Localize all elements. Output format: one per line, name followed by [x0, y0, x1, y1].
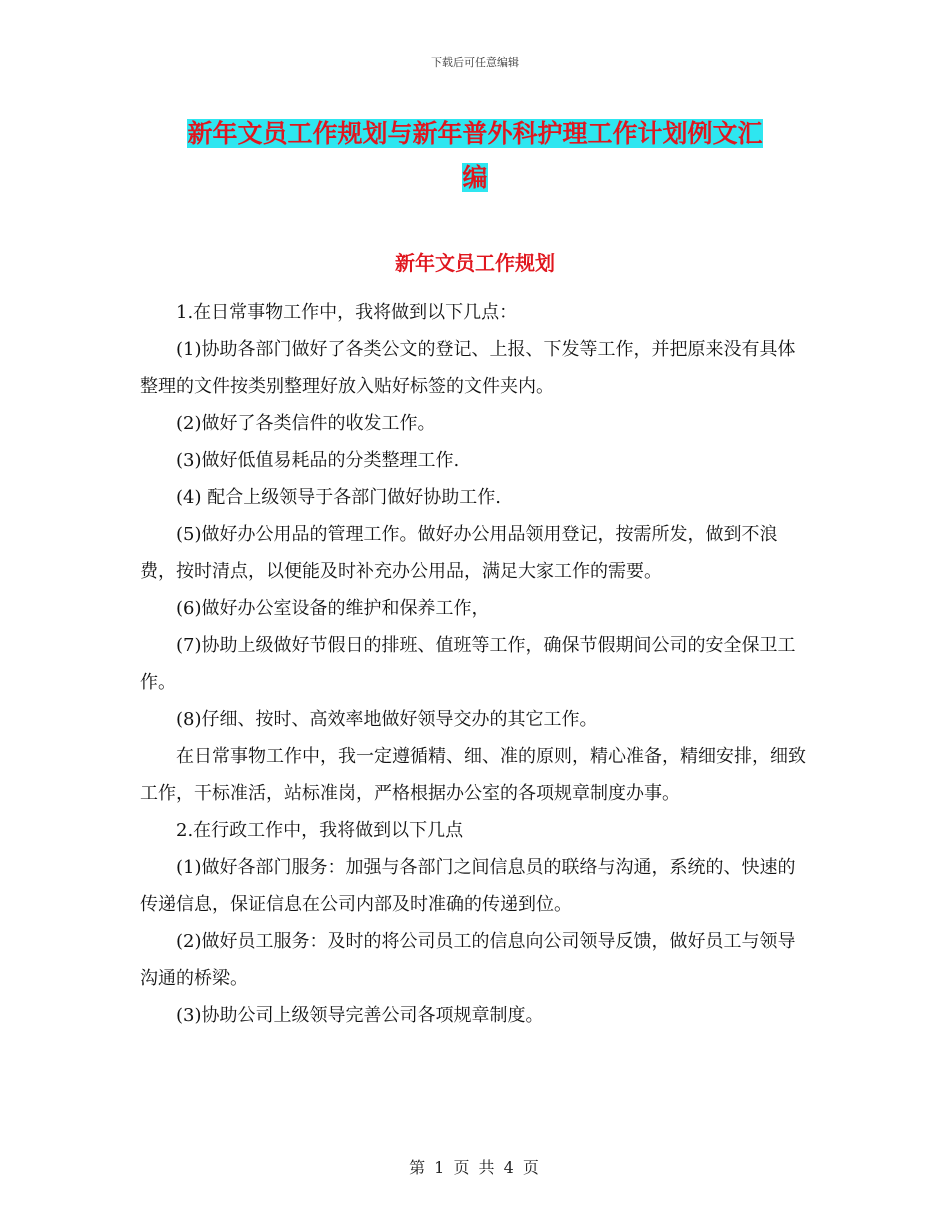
- paragraph: (3)协助公司上级领导完善公司各项规章制度。: [176, 1005, 544, 1026]
- paragraph: 在日常事物工作中，我一定遵循精、细、准的原则，精心准备，精细安排，细致工作，干标准活，站标准岗，严格根据办公室的各项规章制度办事。: [140, 746, 806, 804]
- body-text: [140, 294, 812, 1034]
- paragraph: (1)做好各部门服务：加强与各部门之间信息员的联络与沟通，系统的、快速的传递信息，保证信息在公司内部及时准确的传递到位。: [140, 857, 796, 915]
- paragraph: (6)做好办公室设备的维护和保养工作，: [176, 598, 490, 619]
- paragraph: (3)做好低值易耗品的分类整理工作.: [176, 450, 460, 471]
- paragraph: 1.在日常事物工作中，我将做到以下几点：: [176, 302, 518, 323]
- document-title: [140, 112, 810, 200]
- document-title-line-1: 新年文员工作规划与新年普外科护理工作计划例文汇: [187, 119, 763, 148]
- paragraph: (4) 配合上级领导于各部门做好协助工作.: [176, 487, 501, 508]
- section-title: 新年文员工作规划: [395, 251, 555, 275]
- paragraph: (8)仔细、按时、高效率地做好领导交办的其它工作。: [176, 709, 598, 730]
- page-number-footer: 第 1 页 共 4 页: [409, 1158, 541, 1177]
- paragraph: (2)做好了各类信件的收发工作。: [176, 413, 436, 434]
- paragraph: 2.在行政工作中，我将做到以下几点: [176, 820, 464, 841]
- paragraph: (7)协助上级做好节假日的排班、值班等工作，确保节假期间公司的安全保卫工作。: [140, 635, 796, 693]
- paragraph: (5)做好办公用品的管理工作。做好办公用品领用登记，按需所发，做到不浪费，按时清点，以便能及时补充办公用品，满足大家工作的需要。: [140, 524, 778, 582]
- paragraph: (1)协助各部门做好了各类公文的登记、上报、下发等工作，并把原来没有具体整理的文件按类别整理好放入贴好标签的文件夹内。: [140, 339, 796, 397]
- header-note: 下载后可任意编辑: [431, 56, 519, 69]
- document-title-line-2: 编: [462, 163, 488, 192]
- paragraph: (2)做好员工服务：及时的将公司员工的信息向公司领导反馈，做好员工与领导沟通的桥梁。: [140, 931, 796, 989]
